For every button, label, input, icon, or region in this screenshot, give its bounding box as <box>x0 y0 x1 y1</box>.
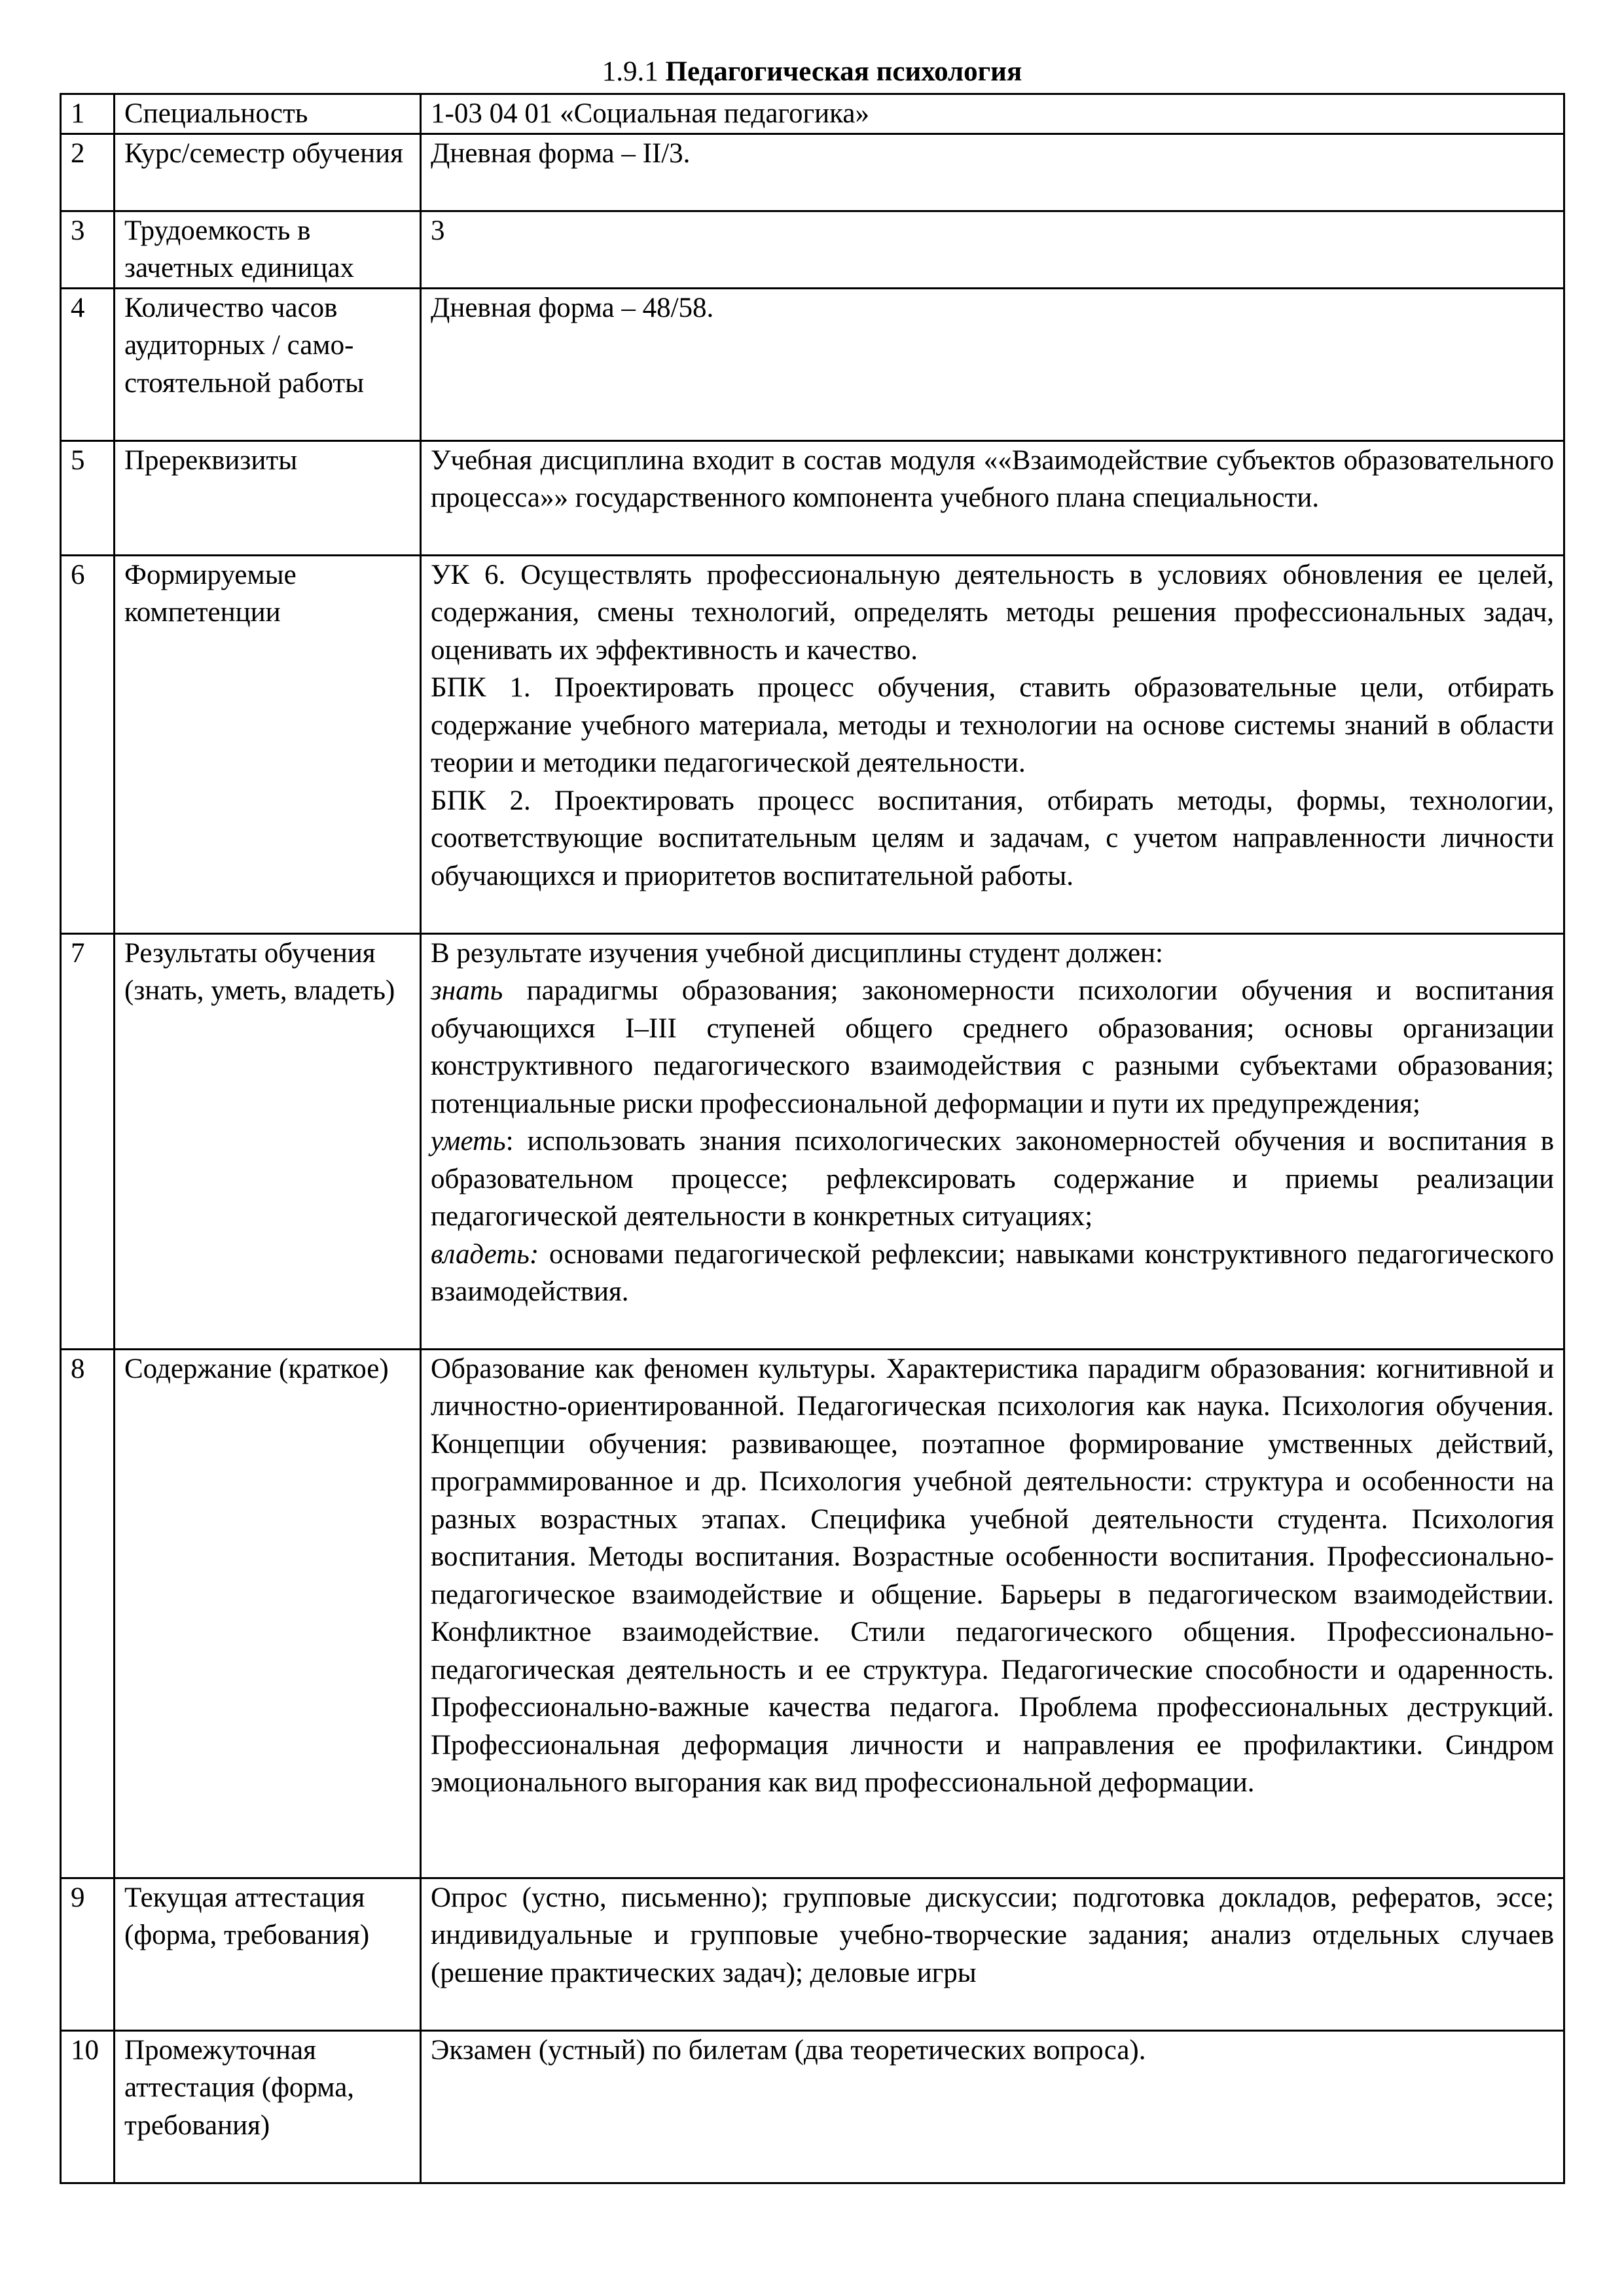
outcome-master <box>431 1236 1554 1311</box>
row-value <box>421 1878 1564 2030</box>
table-row <box>61 211 1564 288</box>
row-number: 3 <box>61 211 115 288</box>
table-row <box>61 134 1564 211</box>
value-paragraph: Дневная форма – II/3. <box>431 137 691 169</box>
row-number: 9 <box>61 1878 115 2030</box>
table-row <box>61 555 1564 933</box>
discipline-table <box>60 93 1565 2184</box>
outcomes-intro: В результате изучения учебной дисциплины студент должен: <box>431 937 1164 969</box>
table-row <box>61 440 1564 555</box>
value-paragraph: Опрос (устно, письменно); групповые дискуссии; подготовка докладов, рефератов, эссе; индивидуальные и групповые учебно-творческие задания; анализ отдельных случаев (решение практических задач); деловые игры <box>431 1882 1554 1988</box>
row-label: Формируемые компетенции <box>115 555 421 933</box>
outcome-text: основами педагогической рефлексии; навыками конструктивного педагогического взаимодействия. <box>431 1238 1554 1307</box>
value-paragraph: Экзамен (устный) по билетам (два теоретических вопроса). <box>431 2034 1146 2066</box>
row-label: Пререквизиты <box>115 440 421 555</box>
section-title: Педагогическая психология <box>665 56 1022 87</box>
row-label: Результаты обучения (знать, уметь, владеть) <box>115 933 421 1349</box>
row-label: Трудоемкость в зачетных единицах <box>115 211 421 288</box>
table-row <box>61 1878 1564 2030</box>
table-row <box>61 288 1564 440</box>
row-label: Курс/семестр обучения <box>115 134 421 211</box>
row-value <box>421 933 1564 1349</box>
row-label: Специальность <box>115 94 421 134</box>
value-paragraph: 1-03 04 01 «Социальная педагогика» <box>431 98 869 129</box>
row-label: Количество часов аудиторных / само-стоятельной работы <box>115 288 421 440</box>
row-number: 5 <box>61 440 115 555</box>
table-row <box>61 1349 1564 1878</box>
row-number: 4 <box>61 288 115 440</box>
competence-bpk1: БПК 1. Проектировать процесс обучения, ставить образовательные цели, отбирать содержание учебного материала, методы и технологии на основе системы знаний в области теории и методики педагогической деятельности. <box>431 672 1554 778</box>
row-value <box>421 211 1564 288</box>
section-number: 1.9.1 <box>602 56 659 87</box>
table-row <box>61 2030 1564 2183</box>
value-paragraph: Дневная форма – 48/58. <box>431 292 714 323</box>
row-number: 2 <box>61 134 115 211</box>
competence-bpk2: БПК 2. Проектировать процесс воспитания, отбирать методы, формы, технологии, соответствующие воспитательным целям и задачам, с учетом направленности личности обучающихся и приоритетов воспитательной работы. <box>431 785 1554 891</box>
row-label: Содержание (краткое) <box>115 1349 421 1878</box>
row-value <box>421 555 1564 933</box>
row-value <box>421 288 1564 440</box>
row-label: Текущая аттестация (форма, требования) <box>115 1878 421 2030</box>
table-row <box>61 94 1564 134</box>
outcome-know <box>431 972 1554 1122</box>
outcome-text: парадигмы образования; закономерности психологии обучения и воспитания обучающихся I–III ступеней общего среднего образования; основы организации конструктивного педагогического взаимодействия с разными субъектами образования; потенциальные риски профессиональной деформации и пути их предупреждения; <box>431 975 1554 1119</box>
row-value <box>421 1349 1564 1878</box>
page-title <box>0 55 1624 89</box>
row-number: 1 <box>61 94 115 134</box>
row-number: 7 <box>61 933 115 1349</box>
outcome-lead: уметь <box>431 1126 506 1157</box>
outcome-can <box>431 1122 1554 1236</box>
row-value <box>421 440 1564 555</box>
row-number: 8 <box>61 1349 115 1878</box>
row-number: 10 <box>61 2030 115 2183</box>
value-paragraph: Образование как феномен культуры. Характеристика парадигм образования: когнитивной и личностно-ориентированной. Педагогическая психология как наука. Психология обучения. Концепции обучения: развивающее, поэтапное формирование умственных действий, программированное и др. Психология учебной деятельности: структура и особенности на разных возрастных этапах. Специфика учебной деятельности студента. Психология воспитания. Методы воспитания. Возрастные особенности воспитания. Профессионально-педагогическое взаимодействие и общение. Барьеры в педагогическом взаимодействии. Конфликтное взаимодействие. Стили педагогического общения. Профессионально-педагогическая деятельность и ее структура. Педагогические способности и одаренность. Профессионально-важные качества педагога. Проблема профессиональных деструкций. Профессиональная деформация личности и направления ее профилактики. Синдром эмоционального выгорания как вид профессиональной деформации. <box>431 1353 1554 1798</box>
row-value <box>421 2030 1564 2183</box>
outcome-lead: знать <box>431 975 503 1006</box>
competence-uk6: УК 6. Осуществлять профессиональную деятельность в условиях обновления ее целей, содержания, смены технологий, определять методы решения профессиональных задач, оценивать их эффективность и качество. <box>431 559 1554 666</box>
row-number: 6 <box>61 555 115 933</box>
value-paragraph: 3 <box>431 215 445 246</box>
row-value <box>421 134 1564 211</box>
row-label: Промежуточная аттестация (форма, требования) <box>115 2030 421 2183</box>
value-paragraph: Учебная дисциплина входит в состав модуля ««Взаимодействие субъектов образовательного процесса»» государственного компонента учебного плана специальности. <box>431 444 1554 513</box>
outcome-text: : использовать знания психологических закономерностей обучения и воспитания в образовательном процессе; рефлексировать содержание и приемы реализации педагогической деятельности в конкретных ситуациях; <box>431 1126 1554 1232</box>
outcome-lead: владеть: <box>431 1238 539 1270</box>
table-row <box>61 933 1564 1349</box>
row-value <box>421 94 1564 134</box>
